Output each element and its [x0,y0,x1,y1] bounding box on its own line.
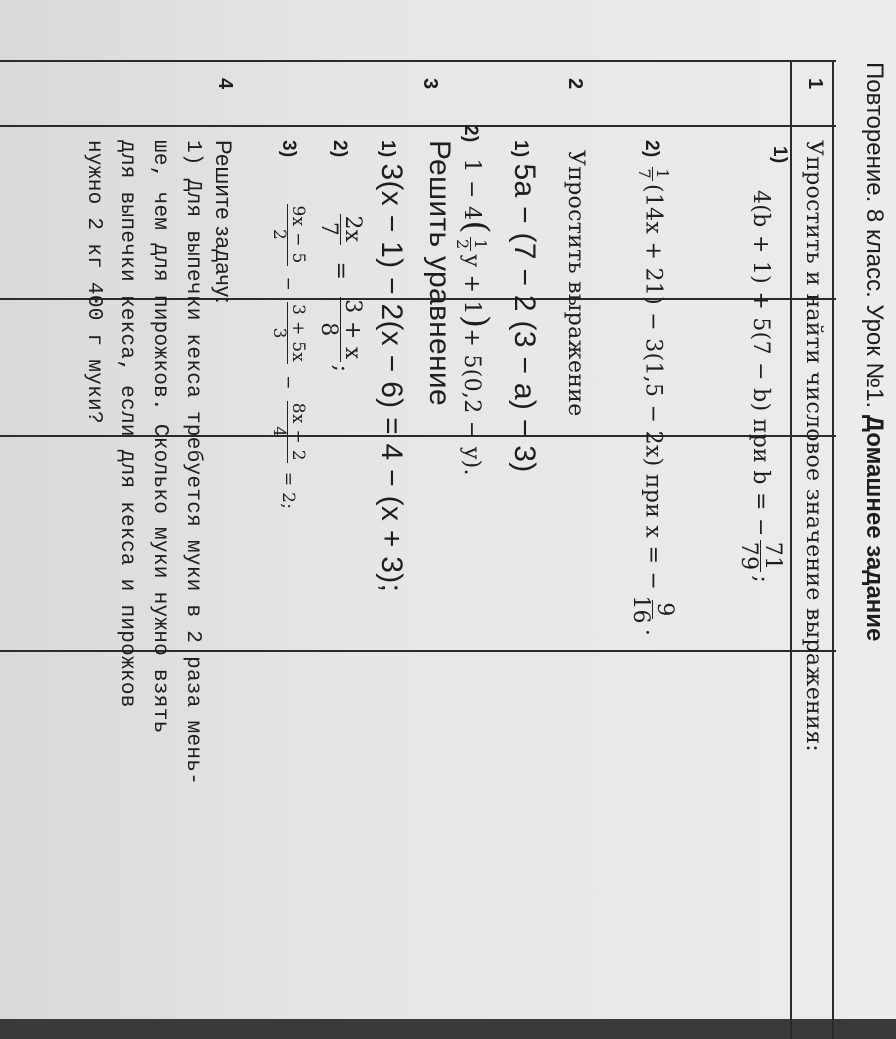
numerator: 9x − 5 [288,205,308,264]
task-4-line-4: нужно 2 кг 400 г муки? [82,140,105,424]
item-label: 2) [641,140,663,158]
table-left-border [0,60,836,62]
task-number-3: 3 [419,78,441,90]
title-suffix: Домашнее задание [861,414,888,642]
close-paren: ) [456,314,496,329]
task-3-item-3 [269,140,306,509]
table-column-divider [790,60,792,1039]
numerator: 1 [471,239,491,250]
task-3-heading: Решить уравнение [423,140,456,406]
task-number-2: 2 [564,78,586,90]
task-number-4: 4 [214,78,236,90]
denominator: 16 [627,595,653,624]
task-number-1: 1 [804,78,826,90]
denominator: 2 [269,228,290,241]
denominator: 3 [269,327,290,339]
expression: 4(b + 1) + 5(7 − b) при b = − [748,190,774,537]
item-label: 1) [769,146,790,164]
task-3-item-2 [317,140,364,372]
row-divider-1-2 [0,125,836,127]
numerator: 3 + x [340,299,365,360]
numerator: 8x − 2 [288,402,308,461]
task-1-item-2 [629,140,676,636]
item-label: 2) [460,125,481,143]
punctuation: ; [328,364,354,373]
task-2-item-2 [454,125,496,476]
fraction [629,593,676,626]
item-label: 2) [329,140,351,158]
numerator: 3 + 5x [288,304,308,363]
fraction [317,214,364,245]
expression: (14x + 21) − 3(1,5 − 2x) при x = − [640,183,666,591]
fraction [737,540,784,573]
item-label: 3) [278,140,300,158]
punctuation: = 2; [278,471,299,510]
task-3-item-1 [374,140,408,592]
numerator: 1 [652,168,672,179]
task-4-line-2: ше, чем для пирожков. Сколько муки нужно взять [148,140,171,734]
fraction [269,401,306,463]
open-paren: ( [456,220,496,234]
task-1-heading: Упростить и найти числовое значение выражения: [801,140,826,752]
fraction [317,297,364,361]
table-top-border [832,60,834,1039]
denominator: 2 [453,239,473,250]
task-2-heading: Упростить выражение [563,150,588,417]
punctuation: ; [748,575,774,584]
punctuation: . [640,628,666,637]
expression: 3(x − 1) − 2(x − 6) = 4 − (x + 3); [375,163,408,593]
page-title [860,62,888,641]
item-label: 1) [510,140,531,158]
minus-sign: − [278,276,299,292]
task-4-heading: Решите задачу: [211,140,236,304]
minus-sign: − [278,375,299,390]
task-4-line-1: 1) Для выпечки кекса требуется муки в 2 раза мень- [181,140,204,786]
denominator: 4 [269,426,290,438]
denominator: 7 [315,221,341,237]
numerator: 9 [652,602,677,617]
denominator: 79 [735,541,761,571]
title-prefix: Повторение. 8 класс. Урок №1. [861,62,888,409]
equals-sign: = [328,261,354,281]
expression-part-b: y + 1 [459,254,484,315]
task-1-item-1 [735,146,790,584]
expression-part-c: + 5(0,2 − y). [459,328,484,476]
fraction [269,302,306,364]
task-2-item-1 [507,140,541,473]
denominator: 7 [634,168,654,179]
numerator: 71 [760,541,785,571]
expression: 5a − (7 − 2 (3 − a) − 3) [508,163,541,473]
item-label: 1) [377,140,398,158]
fraction [269,204,306,266]
denominator: 8 [315,322,341,337]
expression-part-a: 1 − 4 [459,158,484,221]
fraction [454,237,489,251]
numerator: 2x [340,215,365,243]
fraction [635,167,670,181]
task-4-line-3: для выпечки кекса, если для кекса и пирожков [115,140,138,708]
